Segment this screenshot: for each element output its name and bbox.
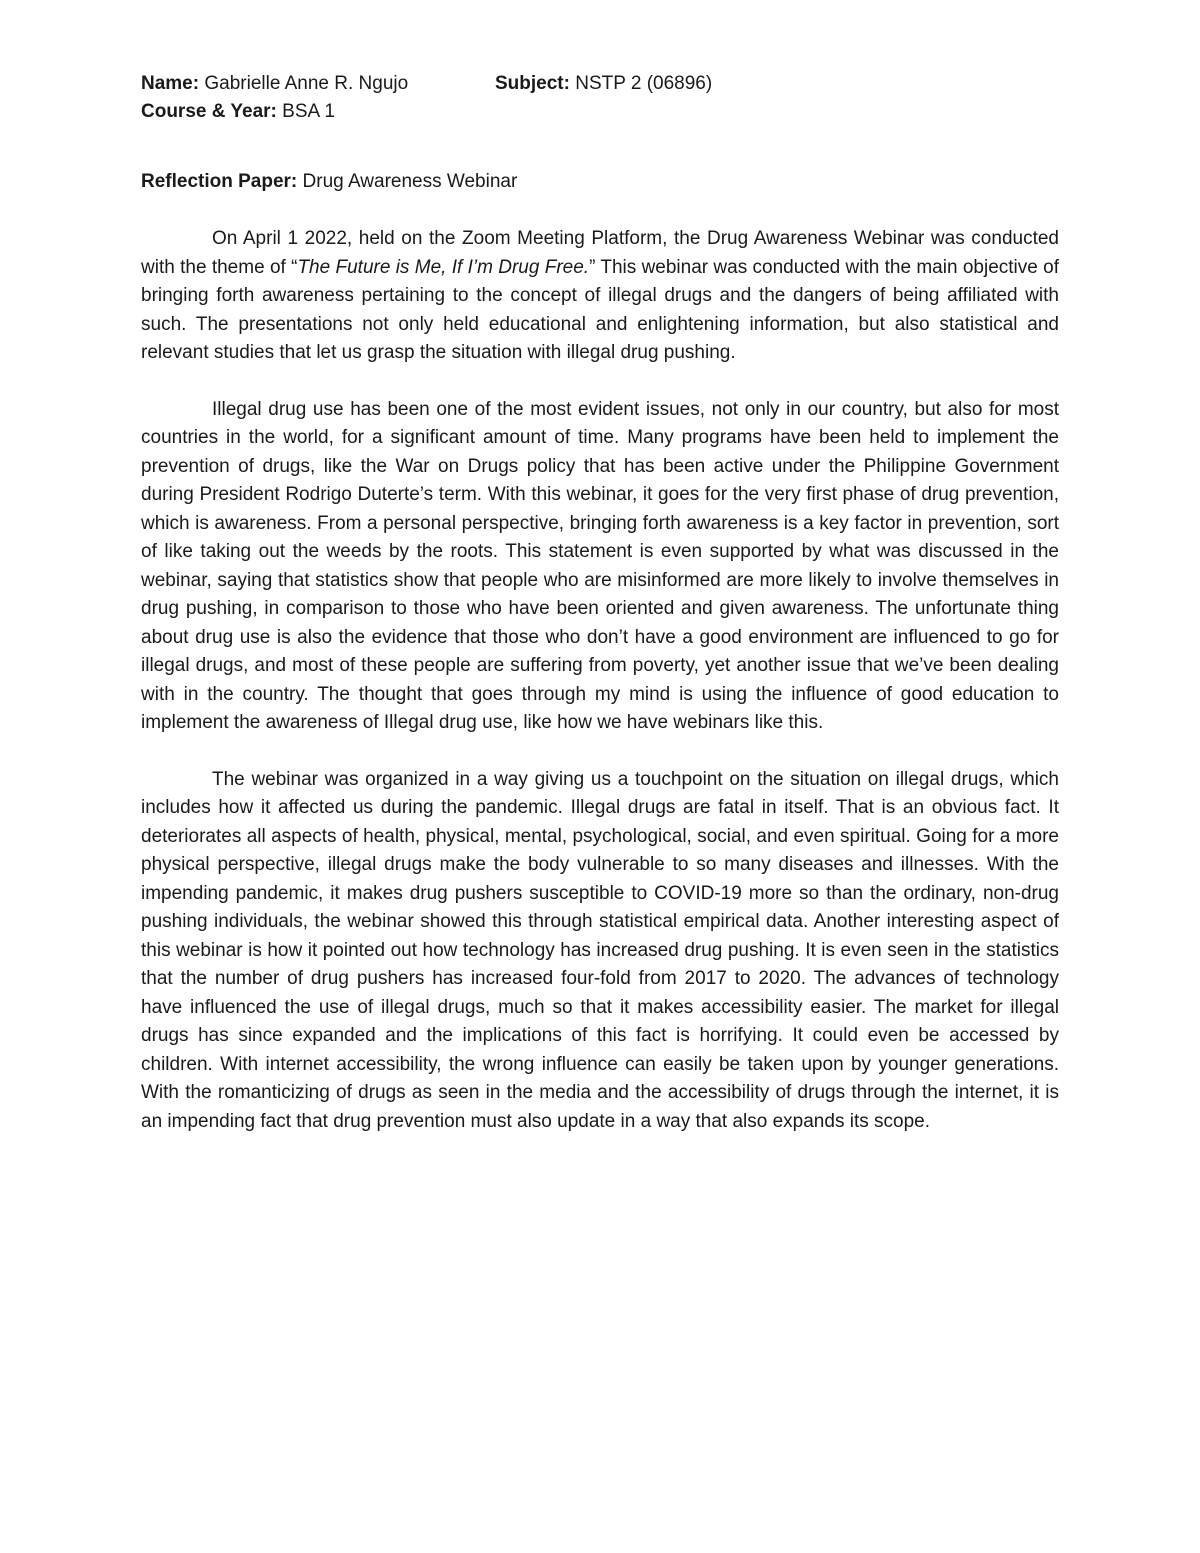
course-label: Course & Year: <box>141 101 277 122</box>
subject-label: Subject: <box>495 73 570 94</box>
subject-value: NSTP 2 (06896) <box>575 73 713 94</box>
paragraph-1-rest: ” This webinar was conducted with the main objective of bringing forth awareness pertaining to the concept of illegal drugs and the dangers of being affiliated with such. The presentations not only held educational and enlightening information, but also statistical and relevant studies that let us grasp the situation with illegal drug pushing. <box>141 256 1059 363</box>
webinar-theme: The Future is Me, If I’m Drug Free. <box>297 256 590 278</box>
course-value: BSA 1 <box>282 101 335 122</box>
document-title <box>141 168 1059 196</box>
subject-field <box>495 70 712 98</box>
paragraph-1-intro: On April 1 2022, held on the Zoom Meeting Platform, the Drug Awareness Webinar was conducted with the theme of “ <box>141 228 1059 278</box>
document-page <box>141 70 1059 1136</box>
paragraph-2: Illegal drug use has been one of the most evident issues, not only in our country, but also for most countries in the world, for a significant amount of time. Many programs have been held to implement the prevention of drugs, like the War on Drugs policy that has been active under the Philippine Government during President Rodrigo Duterte’s term. With this webinar, it goes for the very first phase of drug prevention, which is awareness. From a personal perspective, bringing forth awareness is a key factor in prevention, sort of like taking out the weeds by the roots. This statement is even supported by what was discussed in the webinar, saying that statistics show that people who are misinformed are more likely to involve themselves in drug pushing, in comparison to those who have been oriented and given awareness. The unfortunate thing about drug use is also the evidence that those who don’t have a good environment are influenced to go for illegal drugs, and most of these people are suffering from poverty, yet another issue that we’ve been dealing with in the country. The thought that goes through my mind is using the influence of good education to implement the awareness of Illegal drug use, like how we have webinars like this. <box>141 398 1059 733</box>
paragraph-1 <box>141 225 1059 368</box>
course-field <box>141 98 335 126</box>
header-row-name-subject <box>141 70 1059 98</box>
title-value: Drug Awareness Webinar <box>302 171 518 192</box>
header-row-course <box>141 98 1059 126</box>
name-value: Gabrielle Anne R. Ngujo <box>204 73 409 94</box>
name-field <box>141 70 495 98</box>
name-label: Name: <box>141 73 200 94</box>
title-label: Reflection Paper: <box>141 171 298 192</box>
paragraph-3: The webinar was organized in a way giving us a touchpoint on the situation on illegal drugs, which includes how it affected us during the pandemic. Illegal drugs are fatal in itself. That is an obvious fact. It deteriorates all aspects of health, physical, mental, psychological, social, and even spiritual. Going for a more physical perspective, illegal drugs make the body vulnerable to so many diseases and illnesses. With the impending pandemic, it makes drug pushers susceptible to COVID-19 more so than the ordinary, non-drug pushing individuals, the webinar showed this through statistical empirical data. Another interesting aspect of this webinar is how it pointed out how technology has increased drug pushing. It is even seen in the statistics that the number of drug pushers has increased four-fold from 2017 to 2020. The advances of technology have influenced the use of illegal drugs, much so that it makes accessibility easier. The market for illegal drugs has since expanded and the implications of this fact is horrifying. It could even be accessed by children. With internet accessibility, the wrong influence can easily be taken upon by younger generations. With the romanticizing of drugs as seen in the media and the accessibility of drugs through the internet, it is an impending fact that drug prevention must also update in a way that also expands its scope. <box>141 768 1059 1132</box>
